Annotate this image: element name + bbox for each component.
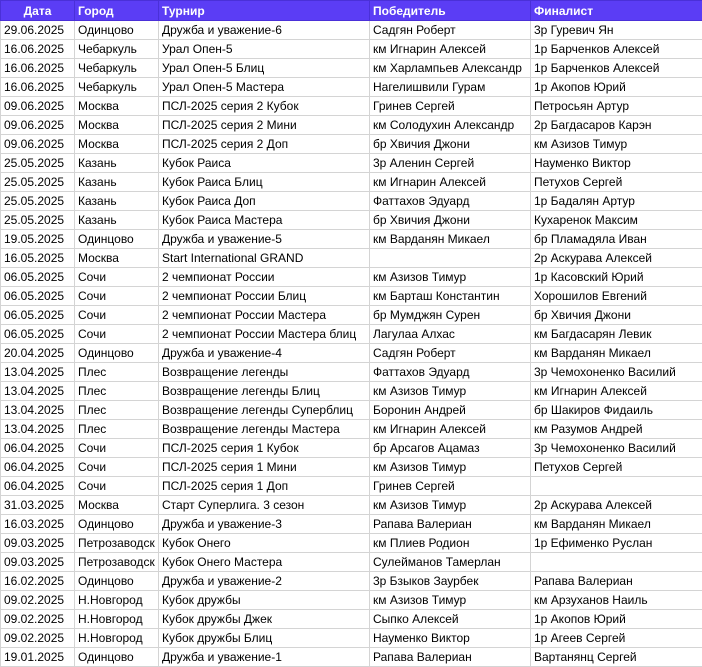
winner-cell[interactable]: км Азизов Тимур — [370, 268, 531, 287]
winner-cell[interactable]: км Азизов Тимур — [370, 496, 531, 515]
tournament-cell[interactable]: Кубок дружбы — [159, 591, 370, 610]
finalist-cell[interactable]: 1р Касовский Юрий — [531, 268, 702, 287]
tournament-cell[interactable]: Кубок дружбы Блиц — [159, 629, 370, 648]
tournament-cell[interactable]: 2 чемпионат России Блиц — [159, 287, 370, 306]
finalist-cell[interactable]: Кухаренок Максим — [531, 211, 702, 230]
winner-cell[interactable]: бр Хвичия Джони — [370, 135, 531, 154]
winner-cell[interactable]: км Варданян Микаел — [370, 230, 531, 249]
finalist-cell[interactable]: 3р Чемохоненко Василий — [531, 439, 702, 458]
date-cell[interactable]: 16.02.2025 — [1, 572, 75, 591]
table-row — [1, 534, 702, 553]
city-cell[interactable]: Москва — [75, 249, 159, 268]
table-row — [1, 591, 702, 610]
finalist-cell[interactable]: бр Шакиров Фидаиль — [531, 401, 702, 420]
table-body — [1, 21, 702, 667]
date-cell[interactable]: 06.05.2025 — [1, 306, 75, 325]
tournament-cell[interactable]: Урал Опен-5 Мастера — [159, 78, 370, 97]
date-cell[interactable]: 20.04.2025 — [1, 344, 75, 363]
winner-cell[interactable]: км Азизов Тимур — [370, 458, 531, 477]
table-row — [1, 230, 702, 249]
winner-cell[interactable]: Фаттахов Эдуард — [370, 363, 531, 382]
city-cell[interactable]: Одинцово — [75, 572, 159, 591]
date-cell[interactable]: 09.06.2025 — [1, 135, 75, 154]
finalist-cell[interactable]: Хорошилов Евгений — [531, 287, 702, 306]
table-header — [1, 1, 702, 21]
city-cell[interactable]: Казань — [75, 211, 159, 230]
finalist-cell[interactable]: 2р Аскурава Алексей — [531, 249, 702, 268]
winner-cell[interactable]: Лагулаа Алхас — [370, 325, 531, 344]
date-cell[interactable]: 09.02.2025 — [1, 610, 75, 629]
table-row — [1, 382, 702, 401]
table-row — [1, 268, 702, 287]
winner-cell[interactable]: Нагелишвили Гурам — [370, 78, 531, 97]
tournament-cell[interactable]: Возвращение легенды Мастера — [159, 420, 370, 439]
tournament-cell[interactable]: 2 чемпионат России Мастера — [159, 306, 370, 325]
table-row — [1, 629, 702, 648]
finalist-cell[interactable]: Науменко Виктор — [531, 154, 702, 173]
date-cell[interactable]: 09.03.2025 — [1, 534, 75, 553]
city-cell[interactable]: Москва — [75, 116, 159, 135]
city-cell[interactable]: Плес — [75, 420, 159, 439]
city-cell[interactable]: Москва — [75, 97, 159, 116]
date-cell[interactable]: 09.02.2025 — [1, 591, 75, 610]
tournament-cell[interactable]: 2 чемпионат России Мастера блиц — [159, 325, 370, 344]
date-cell[interactable]: 16.03.2025 — [1, 515, 75, 534]
city-cell[interactable]: Одинцово — [75, 344, 159, 363]
table-row — [1, 515, 702, 534]
finalist-cell[interactable]: бр Хвичия Джони — [531, 306, 702, 325]
date-cell[interactable]: 25.05.2025 — [1, 154, 75, 173]
tournament-cell[interactable]: Урал Опен-5 Блиц — [159, 59, 370, 78]
winner-cell[interactable]: км Игнарин Алексей — [370, 420, 531, 439]
city-cell[interactable]: Н.Новгород — [75, 629, 159, 648]
tournament-cell[interactable]: Кубок Онего — [159, 534, 370, 553]
winner-cell[interactable]: км Азизов Тимур — [370, 591, 531, 610]
table-row — [1, 173, 702, 192]
winner-cell[interactable]: Рапава Валериан — [370, 648, 531, 667]
city-cell[interactable]: Казань — [75, 192, 159, 211]
tournament-cell[interactable]: ПСЛ-2025 серия 1 Мини — [159, 458, 370, 477]
date-cell[interactable]: 16.06.2025 — [1, 59, 75, 78]
finalist-cell[interactable]: Петухов Сергей — [531, 458, 702, 477]
table-row — [1, 401, 702, 420]
date-cell[interactable]: 29.06.2025 — [1, 21, 75, 40]
date-cell[interactable]: 06.05.2025 — [1, 268, 75, 287]
finalist-cell[interactable]: км Арзуханов Наиль — [531, 591, 702, 610]
date-cell[interactable]: 09.06.2025 — [1, 116, 75, 135]
tournament-cell[interactable]: 2 чемпионат России — [159, 268, 370, 287]
finalist-cell[interactable]: 1р Агеев Сергей — [531, 629, 702, 648]
date-cell[interactable]: 13.04.2025 — [1, 401, 75, 420]
table-row — [1, 439, 702, 458]
table-row — [1, 496, 702, 515]
winner-cell[interactable]: Фаттахов Эдуард — [370, 192, 531, 211]
city-cell[interactable]: Москва — [75, 496, 159, 515]
tournament-cell[interactable]: ПСЛ-2025 серия 1 Доп — [159, 477, 370, 496]
date-cell[interactable]: 16.05.2025 — [1, 249, 75, 268]
city-cell[interactable]: Сочи — [75, 477, 159, 496]
city-cell[interactable]: Плес — [75, 401, 159, 420]
table-row — [1, 553, 702, 572]
winner-cell[interactable]: км Азизов Тимур — [370, 382, 531, 401]
tournament-cell[interactable]: Старт Суперлига. 3 сезон — [159, 496, 370, 515]
city-cell[interactable]: Чебаркуль — [75, 78, 159, 97]
winner-cell[interactable]: км Барташ Константин — [370, 287, 531, 306]
city-cell[interactable]: Чебаркуль — [75, 59, 159, 78]
winner-cell[interactable]: бр Мумджян Сурен — [370, 306, 531, 325]
date-cell[interactable]: 16.06.2025 — [1, 78, 75, 97]
tournament-cell[interactable]: Кубок Раиса Доп — [159, 192, 370, 211]
tournament-cell[interactable]: ПСЛ-2025 серия 2 Доп — [159, 135, 370, 154]
finalist-cell[interactable]: Вартанянц Сергей — [531, 648, 702, 667]
table-row — [1, 249, 702, 268]
winner-cell[interactable]: Гринев Сергей — [370, 97, 531, 116]
tournament-cell[interactable]: Дружба и уважение-5 — [159, 230, 370, 249]
city-cell[interactable]: Чебаркуль — [75, 40, 159, 59]
city-cell[interactable]: Плес — [75, 382, 159, 401]
date-cell[interactable]: 06.05.2025 — [1, 287, 75, 306]
table-row — [1, 363, 702, 382]
tournament-cell[interactable]: Возвращение легенды — [159, 363, 370, 382]
tournament-cell[interactable]: Кубок Раиса Мастера — [159, 211, 370, 230]
winner-cell[interactable]: Гринев Сергей — [370, 477, 531, 496]
table-row — [1, 458, 702, 477]
header-city[interactable]: Город — [75, 1, 159, 21]
winner-cell[interactable]: Боронин Андрей — [370, 401, 531, 420]
city-cell[interactable]: Петрозаводск — [75, 534, 159, 553]
tournament-cell[interactable]: Возвращение легенды Блиц — [159, 382, 370, 401]
table-row — [1, 648, 702, 667]
date-cell[interactable]: 25.05.2025 — [1, 211, 75, 230]
tournament-cell[interactable]: Кубок Онего Мастера — [159, 553, 370, 572]
winner-cell[interactable]: Садгян Роберт — [370, 21, 531, 40]
city-cell[interactable]: Москва — [75, 135, 159, 154]
city-cell[interactable]: Одинцово — [75, 21, 159, 40]
city-cell[interactable]: Казань — [75, 154, 159, 173]
winner-cell[interactable]: 3р Аленин Сергей — [370, 154, 531, 173]
table-row — [1, 97, 702, 116]
finalist-cell[interactable]: Рапава Валериан — [531, 572, 702, 591]
table-row — [1, 154, 702, 173]
city-cell[interactable]: Сочи — [75, 439, 159, 458]
city-cell[interactable]: Сочи — [75, 458, 159, 477]
city-cell[interactable]: Одинцово — [75, 230, 159, 249]
city-cell[interactable]: Петрозаводск — [75, 553, 159, 572]
finalist-cell[interactable]: км Азизов Тимур — [531, 135, 702, 154]
finalist-cell[interactable]: 1р Барченков Алексей — [531, 40, 702, 59]
winner-cell[interactable]: 3р Бзыков Заурбек — [370, 572, 531, 591]
date-cell[interactable]: 09.02.2025 — [1, 629, 75, 648]
date-cell[interactable]: 25.05.2025 — [1, 192, 75, 211]
winner-cell[interactable] — [370, 249, 531, 268]
winner-cell[interactable]: Науменко Виктор — [370, 629, 531, 648]
winner-cell[interactable]: км Солодухин Александр — [370, 116, 531, 135]
finalist-cell[interactable]: км Разумов Андрей — [531, 420, 702, 439]
city-cell[interactable]: Н.Новгород — [75, 610, 159, 629]
winner-cell[interactable]: Рапава Валериан — [370, 515, 531, 534]
winner-cell[interactable]: бр Хвичия Джони — [370, 211, 531, 230]
tournament-cell[interactable]: Дружба и уважение-3 — [159, 515, 370, 534]
finalist-cell[interactable] — [531, 553, 702, 572]
winner-cell[interactable]: Сыпко Алексей — [370, 610, 531, 629]
tournament-cell[interactable]: Start International GRAND — [159, 249, 370, 268]
finalist-cell[interactable]: км Варданян Микаел — [531, 515, 702, 534]
finalist-cell[interactable]: Петросьян Артур — [531, 97, 702, 116]
finalist-cell[interactable]: 1р Акопов Юрий — [531, 610, 702, 629]
city-cell[interactable]: Сочи — [75, 268, 159, 287]
tournament-cell[interactable]: Урал Опен-5 — [159, 40, 370, 59]
date-cell[interactable]: 31.03.2025 — [1, 496, 75, 515]
city-cell[interactable]: Н.Новгород — [75, 591, 159, 610]
table-row — [1, 344, 702, 363]
table-row — [1, 135, 702, 154]
finalist-cell[interactable]: 2р Багдасаров Карэн — [531, 116, 702, 135]
finalist-cell[interactable]: 3р Гуревич Ян — [531, 21, 702, 40]
winner-cell[interactable]: км Игнарин Алексей — [370, 40, 531, 59]
city-cell[interactable]: Сочи — [75, 325, 159, 344]
city-cell[interactable]: Плес — [75, 363, 159, 382]
table-row — [1, 610, 702, 629]
winner-cell[interactable]: Сулейманов Тамерлан — [370, 553, 531, 572]
header-finalist[interactable]: Финалист — [531, 1, 702, 21]
finalist-cell[interactable]: 1р Ефименко Руслан — [531, 534, 702, 553]
tournament-cell[interactable]: Дружба и уважение-4 — [159, 344, 370, 363]
tournament-cell[interactable]: Дружба и уважение-1 — [159, 648, 370, 667]
date-cell[interactable]: 06.04.2025 — [1, 477, 75, 496]
header-tournament[interactable]: Турнир — [159, 1, 370, 21]
date-cell[interactable]: 16.06.2025 — [1, 40, 75, 59]
tournament-cell[interactable]: ПСЛ-2025 серия 2 Кубок — [159, 97, 370, 116]
table-row — [1, 477, 702, 496]
date-cell[interactable]: 19.01.2025 — [1, 648, 75, 667]
date-cell[interactable]: 09.06.2025 — [1, 97, 75, 116]
tournament-cell[interactable]: Возвращение легенды Суперблиц — [159, 401, 370, 420]
table-row — [1, 287, 702, 306]
winner-cell[interactable]: км Игнарин Алексей — [370, 173, 531, 192]
table-row — [1, 59, 702, 78]
table-row — [1, 572, 702, 591]
tournament-cell[interactable]: Дружба и уважение-2 — [159, 572, 370, 591]
table-row — [1, 192, 702, 211]
finalist-cell[interactable] — [531, 477, 702, 496]
city-cell[interactable]: Сочи — [75, 287, 159, 306]
tournament-cell[interactable]: Дружба и уважение-6 — [159, 21, 370, 40]
table-row — [1, 40, 702, 59]
finalist-cell[interactable]: км Игнарин Алексей — [531, 382, 702, 401]
date-cell[interactable]: 25.05.2025 — [1, 173, 75, 192]
finalist-cell[interactable]: км Варданян Микаел — [531, 344, 702, 363]
date-cell[interactable]: 06.04.2025 — [1, 439, 75, 458]
date-cell[interactable]: 09.03.2025 — [1, 553, 75, 572]
table-row — [1, 306, 702, 325]
date-cell[interactable]: 06.04.2025 — [1, 458, 75, 477]
date-cell[interactable]: 13.04.2025 — [1, 363, 75, 382]
tournament-cell[interactable]: ПСЛ-2025 серия 1 Кубок — [159, 439, 370, 458]
tournament-cell[interactable]: ПСЛ-2025 серия 2 Мини — [159, 116, 370, 135]
date-cell[interactable]: 13.04.2025 — [1, 382, 75, 401]
table-row — [1, 420, 702, 439]
winner-cell[interactable]: км Плиев Родион — [370, 534, 531, 553]
finalist-cell[interactable]: Петухов Сергей — [531, 173, 702, 192]
tournament-cell[interactable]: Кубок Раиса — [159, 154, 370, 173]
table-row — [1, 21, 702, 40]
finalist-cell[interactable]: бр Пламадяла Иван — [531, 230, 702, 249]
tournament-cell[interactable]: Кубок дружбы Джек — [159, 610, 370, 629]
city-cell[interactable]: Казань — [75, 173, 159, 192]
date-cell[interactable]: 19.05.2025 — [1, 230, 75, 249]
finalist-cell[interactable]: 1р Бадалян Артур — [531, 192, 702, 211]
tournament-cell[interactable]: Кубок Раиса Блиц — [159, 173, 370, 192]
winner-cell[interactable]: км Харлампьев Александр — [370, 59, 531, 78]
date-cell[interactable]: 06.05.2025 — [1, 325, 75, 344]
table-row — [1, 211, 702, 230]
city-cell[interactable]: Одинцово — [75, 648, 159, 667]
finalist-cell[interactable]: 1р Барченков Алексей — [531, 59, 702, 78]
date-cell[interactable]: 13.04.2025 — [1, 420, 75, 439]
winner-cell[interactable]: Садгян Роберт — [370, 344, 531, 363]
header-date[interactable]: Дата — [1, 1, 75, 21]
winner-cell[interactable]: бр Арсагов Ацамаз — [370, 439, 531, 458]
table-row — [1, 325, 702, 344]
finalist-cell[interactable]: км Багдасарян Левик — [531, 325, 702, 344]
city-cell[interactable]: Сочи — [75, 306, 159, 325]
header-row — [1, 1, 702, 21]
table-row — [1, 116, 702, 135]
header-winner[interactable]: Победитель — [370, 1, 531, 21]
finalist-cell[interactable]: 3р Чемохоненко Василий — [531, 363, 702, 382]
finalist-cell[interactable]: 2р Аскурава Алексей — [531, 496, 702, 515]
finalist-cell[interactable]: 1р Акопов Юрий — [531, 78, 702, 97]
table-row — [1, 78, 702, 97]
city-cell[interactable]: Одинцово — [75, 515, 159, 534]
